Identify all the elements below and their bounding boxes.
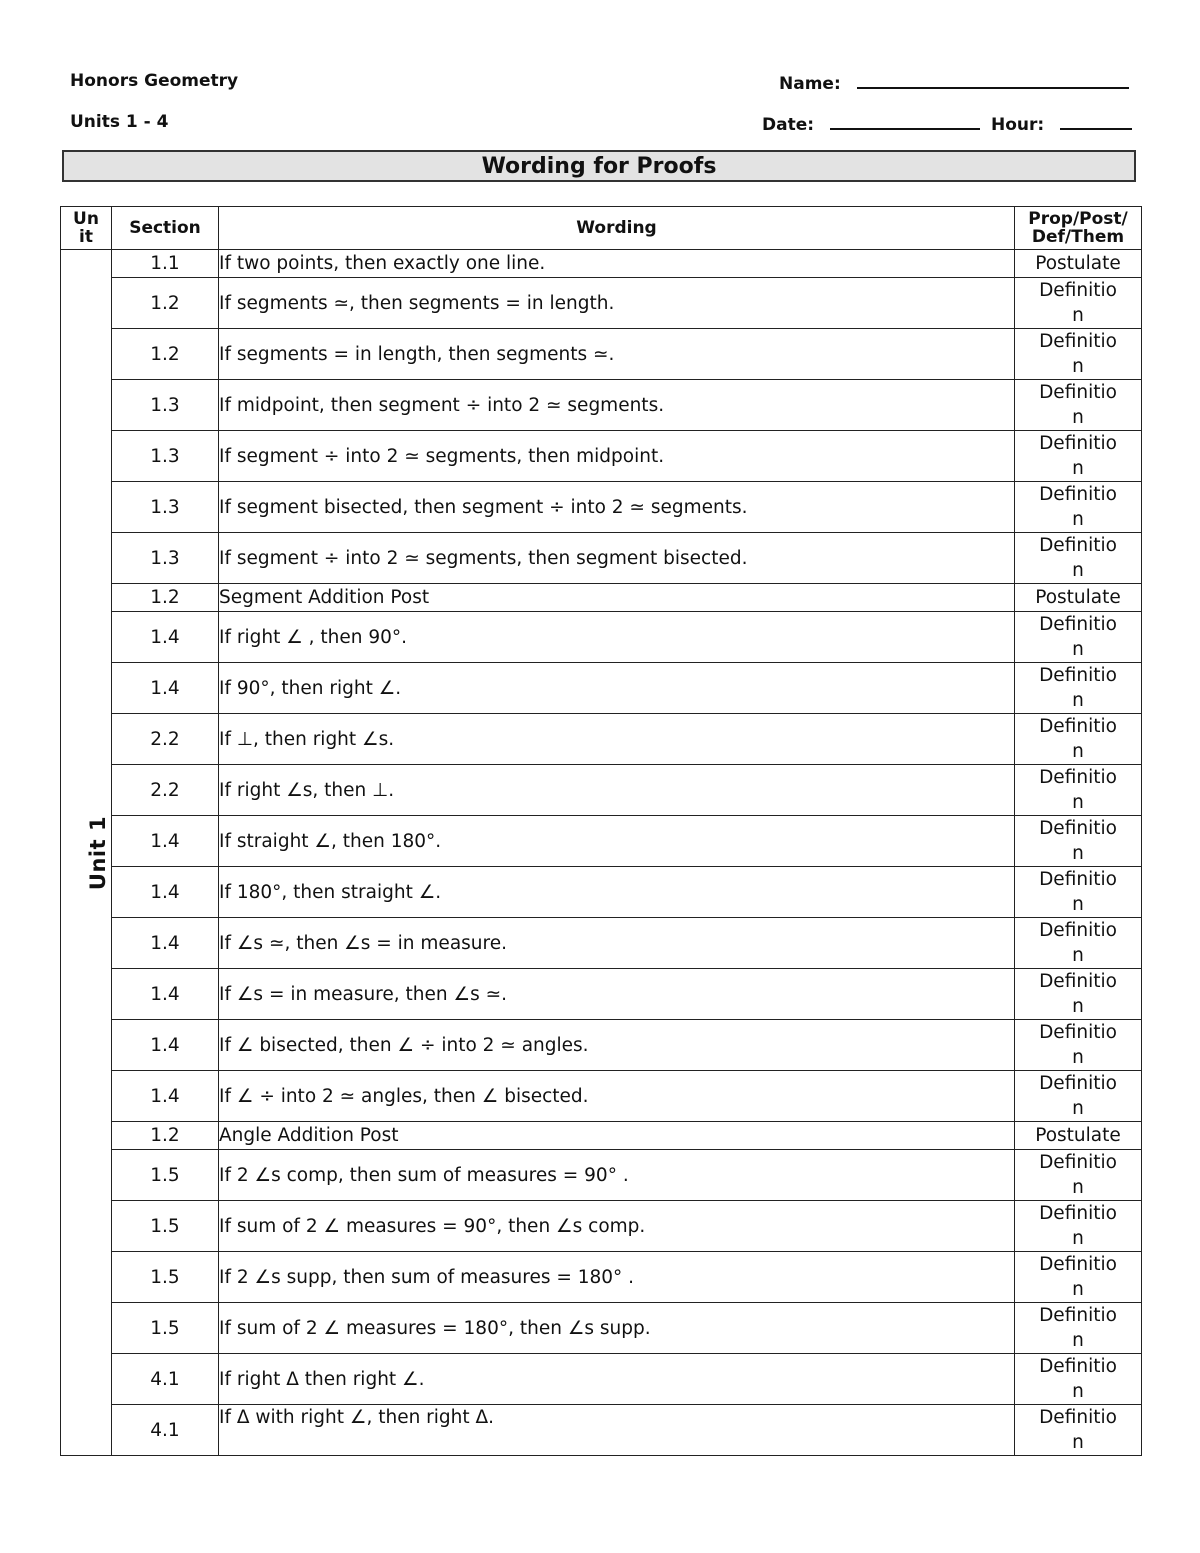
- type-cell: [1015, 1150, 1142, 1201]
- table-row: [61, 816, 1142, 867]
- wording-cell: If ∠s = in measure, then ∠s ≃.: [219, 969, 1015, 1020]
- section-cell: 1.4: [112, 1020, 219, 1071]
- type-cell-line: Postulate: [1035, 1125, 1121, 1146]
- type-cell-line: n: [1072, 1432, 1084, 1453]
- wording-cell: If ⊥, then right ∠s.: [219, 714, 1015, 765]
- type-cell-line: Definitio: [1039, 971, 1117, 992]
- wording-cell: If midpoint, then segment ÷ into 2 ≃ segments.: [219, 380, 1015, 431]
- section-cell: 1.3: [112, 533, 219, 584]
- type-cell-line: Definitio: [1039, 920, 1117, 941]
- hour-blank: [1060, 112, 1132, 130]
- type-cell-line: n: [1072, 1098, 1084, 1119]
- table-row: [61, 867, 1142, 918]
- table-row: [61, 250, 1142, 278]
- wording-cell: Angle Addition Post: [219, 1122, 1015, 1150]
- type-cell: [1015, 663, 1142, 714]
- type-cell: [1015, 584, 1142, 612]
- type-cell-line: n: [1072, 1047, 1084, 1068]
- type-cell-line: Definitio: [1039, 1022, 1117, 1043]
- type-cell-line: Definitio: [1039, 1152, 1117, 1173]
- table-row: [61, 1405, 1142, 1456]
- table-row: [61, 431, 1142, 482]
- table-row: [61, 278, 1142, 329]
- type-cell: [1015, 380, 1142, 431]
- wording-cell: If right ∠s, then ⊥.: [219, 765, 1015, 816]
- wording-cell: If segment ÷ into 2 ≃ segments, then midpoint.: [219, 431, 1015, 482]
- type-cell: [1015, 1405, 1142, 1456]
- wording-cell: If ∠ bisected, then ∠ ÷ into 2 ≃ angles.: [219, 1020, 1015, 1071]
- type-cell: [1015, 1252, 1142, 1303]
- type-cell-line: n: [1072, 1330, 1084, 1351]
- type-cell-line: Definitio: [1039, 869, 1117, 890]
- type-cell-line: n: [1072, 792, 1084, 813]
- type-cell-line: Definitio: [1039, 484, 1117, 505]
- type-cell-line: n: [1072, 945, 1084, 966]
- wording-cell: If right ∠ , then 90°.: [219, 612, 1015, 663]
- section-cell: 1.4: [112, 816, 219, 867]
- section-cell: 1.4: [112, 918, 219, 969]
- proofs-table: [60, 206, 1142, 1456]
- section-cell: 1.2: [112, 584, 219, 612]
- section-cell: 1.3: [112, 380, 219, 431]
- unit-cell: [61, 250, 112, 1456]
- wording-cell: If 2 ∠s supp, then sum of measures = 180° .: [219, 1252, 1015, 1303]
- table-row: [61, 1303, 1142, 1354]
- type-cell-line: Definitio: [1039, 818, 1117, 839]
- type-cell-line: n: [1072, 407, 1084, 428]
- unit-header-line2: it: [79, 227, 93, 247]
- type-cell-line: Definitio: [1039, 433, 1117, 454]
- table-row: [61, 1150, 1142, 1201]
- wording-cell: If segment bisected, then segment ÷ into 2 ≃ segments.: [219, 482, 1015, 533]
- name-label: Name:: [779, 74, 841, 94]
- type-cell-line: n: [1072, 894, 1084, 915]
- wording-cell: If segments = in length, then segments ≃.: [219, 329, 1015, 380]
- section-banner: Wording for Proofs: [62, 150, 1136, 182]
- course-title: Honors Geometry: [70, 71, 239, 91]
- type-cell-line: n: [1072, 1381, 1084, 1402]
- type-cell: [1015, 1303, 1142, 1354]
- type-cell-line: Definitio: [1039, 280, 1117, 301]
- date-label: Date:: [762, 115, 815, 135]
- type-cell-line: Definitio: [1039, 1356, 1117, 1377]
- table-row: [61, 380, 1142, 431]
- type-cell-line: Definitio: [1039, 1407, 1117, 1428]
- table-body: [61, 250, 1142, 1456]
- type-header: [1015, 207, 1142, 250]
- table-row: [61, 533, 1142, 584]
- section-cell: 1.2: [112, 1122, 219, 1150]
- table-row: [61, 714, 1142, 765]
- type-cell-line: Definitio: [1039, 1305, 1117, 1326]
- wording-cell: If sum of 2 ∠ measures = 90°, then ∠s comp.: [219, 1201, 1015, 1252]
- type-cell-line: Definitio: [1039, 535, 1117, 556]
- type-cell-line: n: [1072, 1177, 1084, 1198]
- type-cell: [1015, 329, 1142, 380]
- section-cell: 1.5: [112, 1252, 219, 1303]
- table-row: [61, 482, 1142, 533]
- type-cell-line: Definitio: [1039, 665, 1117, 686]
- wording-cell: If ∠ ÷ into 2 ≃ angles, then ∠ bisected.: [219, 1071, 1015, 1122]
- type-cell: [1015, 816, 1142, 867]
- type-cell: [1015, 918, 1142, 969]
- section-cell: 2.2: [112, 714, 219, 765]
- type-cell: [1015, 969, 1142, 1020]
- table-row: [61, 612, 1142, 663]
- hour-label: Hour:: [991, 115, 1045, 135]
- section-cell: 1.4: [112, 612, 219, 663]
- type-cell-line: n: [1072, 1279, 1084, 1300]
- section-cell: 2.2: [112, 765, 219, 816]
- table-row: [61, 765, 1142, 816]
- header-row: [61, 207, 1142, 250]
- section-cell: 1.4: [112, 867, 219, 918]
- wording-cell: If sum of 2 ∠ measures = 180°, then ∠s supp.: [219, 1303, 1015, 1354]
- table-row: [61, 663, 1142, 714]
- table-row: [61, 1020, 1142, 1071]
- section-cell: 4.1: [112, 1354, 219, 1405]
- type-cell: [1015, 714, 1142, 765]
- wording-cell: If Δ with right ∠, then right Δ.: [219, 1405, 1015, 1456]
- type-cell: [1015, 1201, 1142, 1252]
- table-row: [61, 584, 1142, 612]
- type-cell-line: n: [1072, 1228, 1084, 1249]
- section-cell: 1.3: [112, 482, 219, 533]
- unit-label: Unit 1: [86, 815, 111, 890]
- table-row: [61, 1354, 1142, 1405]
- type-cell-line: Definitio: [1039, 614, 1117, 635]
- type-cell-line: n: [1072, 305, 1084, 326]
- section-cell: 1.3: [112, 431, 219, 482]
- type-cell-line: n: [1072, 509, 1084, 530]
- table-row: [61, 1071, 1142, 1122]
- table-row: [61, 1122, 1142, 1150]
- type-cell: [1015, 1020, 1142, 1071]
- type-cell-line: n: [1072, 741, 1084, 762]
- name-blank: [857, 71, 1129, 89]
- wording-cell: If ∠s ≃, then ∠s = in measure.: [219, 918, 1015, 969]
- type-cell: [1015, 278, 1142, 329]
- type-cell: [1015, 250, 1142, 278]
- type-cell-line: Postulate: [1035, 587, 1121, 608]
- type-cell: [1015, 765, 1142, 816]
- type-cell: [1015, 867, 1142, 918]
- type-header-line1: Prop/Post/: [1028, 209, 1128, 229]
- type-cell-line: n: [1072, 843, 1084, 864]
- wording-cell: If 90°, then right ∠.: [219, 663, 1015, 714]
- type-cell-line: Definitio: [1039, 1073, 1117, 1094]
- type-cell: [1015, 482, 1142, 533]
- table-row: [61, 918, 1142, 969]
- type-cell-line: Definitio: [1039, 382, 1117, 403]
- type-cell-line: n: [1072, 690, 1084, 711]
- unit-header-line1: Un: [73, 209, 99, 229]
- section-cell: 1.4: [112, 1071, 219, 1122]
- type-header-line2: Def/Them: [1031, 227, 1125, 247]
- type-cell-line: Definitio: [1039, 716, 1117, 737]
- table-row: [61, 329, 1142, 380]
- type-cell-line: Definitio: [1039, 1203, 1117, 1224]
- type-cell-line: Definitio: [1039, 767, 1117, 788]
- unit-header: [61, 207, 112, 250]
- wording-cell: If two points, then exactly one line.: [219, 250, 1015, 278]
- type-cell-line: n: [1072, 639, 1084, 660]
- type-cell: [1015, 431, 1142, 482]
- section-cell: 1.5: [112, 1303, 219, 1354]
- type-cell: [1015, 1122, 1142, 1150]
- section-cell: 1.2: [112, 278, 219, 329]
- section-cell: 4.1: [112, 1405, 219, 1456]
- wording-cell: If straight ∠, then 180°.: [219, 816, 1015, 867]
- date-field: [762, 112, 980, 135]
- wording-header: Wording: [219, 207, 1015, 250]
- hour-field: [991, 112, 1132, 135]
- wording-cell: If right Δ then right ∠.: [219, 1354, 1015, 1405]
- table-row: [61, 969, 1142, 1020]
- section-cell: 1.5: [112, 1201, 219, 1252]
- units-label: Units 1 - 4: [70, 112, 169, 132]
- wording-cell: If segments ≃, then segments = in length.: [219, 278, 1015, 329]
- type-cell-line: n: [1072, 560, 1084, 581]
- type-cell: [1015, 1354, 1142, 1405]
- type-cell-line: n: [1072, 458, 1084, 479]
- section-cell: 1.5: [112, 1150, 219, 1201]
- section-cell: 1.4: [112, 663, 219, 714]
- type-cell-line: n: [1072, 356, 1084, 377]
- section-cell: 1.1: [112, 250, 219, 278]
- name-field: [779, 71, 1129, 94]
- type-cell: [1015, 612, 1142, 663]
- wording-cell: Segment Addition Post: [219, 584, 1015, 612]
- type-cell: [1015, 533, 1142, 584]
- wording-cell: If 180°, then straight ∠.: [219, 867, 1015, 918]
- type-cell-line: Definitio: [1039, 331, 1117, 352]
- wording-cell: If 2 ∠s comp, then sum of measures = 90° .: [219, 1150, 1015, 1201]
- wording-cell: If segment ÷ into 2 ≃ segments, then segment bisected.: [219, 533, 1015, 584]
- type-cell-line: Definitio: [1039, 1254, 1117, 1275]
- date-blank: [830, 112, 980, 130]
- table-row: [61, 1201, 1142, 1252]
- type-cell: [1015, 1071, 1142, 1122]
- section-cell: 1.4: [112, 969, 219, 1020]
- type-cell-line: n: [1072, 996, 1084, 1017]
- table-row: [61, 1252, 1142, 1303]
- type-cell-line: Postulate: [1035, 253, 1121, 274]
- section-cell: 1.2: [112, 329, 219, 380]
- section-header: Section: [112, 207, 219, 250]
